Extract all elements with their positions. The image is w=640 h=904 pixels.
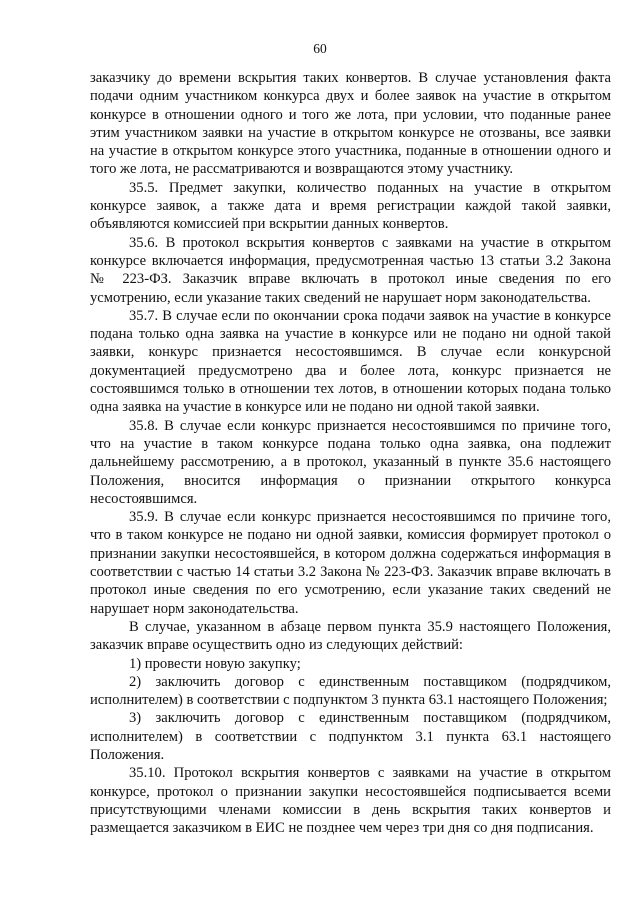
paragraph-35-10: 35.10. Протокол вскрытия конвертов с заявками на участие в открытом конкурсе, протокол о признании закупки несостоявшейся подписывается всеми присутствующими членами комиссии в день вскрытия таких конвертов и размещается заказчиком в ЕИС не позднее чем через три дня со дня подписания. bbox=[90, 765, 611, 837]
paragraph-35-5: 35.5. Предмет закупки, количество поданных на участие в открытом конкурсе заявок, а также дата и время регистрации каждой такой заявки, объявляются комиссией при вскрытии данных конвертов. bbox=[90, 179, 611, 233]
paragraph-35-9: 35.9. В случае если конкурс признается несостоявшимся по причине того, что в таком конкурсе не подано ни одной заявки, комиссия формирует протокол о признании закупки несостоявшейся, в котором должна содержаться информация в соответствии с частью 14 статьи 3.2 Закона № 223-ФЗ. Заказчик вправе включать в протокол иные сведения по его усмотрению, если указание таких сведений не нарушает норм законодательства. bbox=[90, 509, 611, 617]
paragraph-35-8: 35.8. В случае если конкурс признается несостоявшимся по причине того, что на участие в таком конкурсе подана только одна заявка, она подлежит дальнейшему рассмотрению, а в протокол, указанный в пункте 35.6 настоящего Положения, вносится информация о признании открытого конкурса несостоявшимся. bbox=[90, 417, 611, 507]
list-item-1: 1) провести новую закупку; bbox=[129, 655, 301, 672]
paragraph-35-9-second: В случае, указанном в абзаце первом пункта 35.9 настоящего Положения, заказчик вправе осуществить одно из следующих действий: bbox=[90, 618, 611, 654]
paragraph-35-6: 35.6. В протокол вскрытия конвертов с заявками на участие в открытом конкурсе включается информация, предусмотренная частью 13 статьи 3.2 Закона № 223-ФЗ. Заказчик вправе включать в протокол иные сведения по его усмотрению, если указание таких сведений не нарушает норм законодательства. bbox=[90, 234, 611, 306]
list-item-2: 2) заключить договор с единственным поставщиком (подрядчиком, исполнителем) в соответствии с подпунктом 3 пункта 63.1 настоящего Положения; bbox=[90, 673, 611, 709]
paragraph-continuation: заказчику до времени вскрытия таких конвертов. В случае установления факта подачи одним участником конкурса двух и более заявок на участие в открытом конкурсе в отношении одного и того же лота, при условии, что поданные ранее этим участником заявки на участие в открытом конкурсе не отозваны, все заявки на участие в открытом конкурсе этого участника, поданные в отношении одного и того же лота, не рассматриваются и возвращаются этому участнику. bbox=[90, 70, 611, 178]
list-item-3: 3) заключить договор с единственным поставщиком (подрядчиком, исполнителем) в соответствии с подпунктом 3.1 пункта 63.1 настоящего Положения. bbox=[90, 710, 611, 763]
page-number: 60 bbox=[313, 41, 327, 56]
document-body bbox=[90, 69, 611, 837]
paragraph-35-7: 35.7. В случае если по окончании срока подачи заявок на участие в конкурсе подана только одна заявка на участие в конкурсе или не подано ни одной такой заявки, конкурс признается несостоявшимся. В случае если конкурсной документацией предусмотрено два и более лота, конкурс признается не состоявшимся только в отношении тех лотов, в отношении которых подана только одна заявка на участие в конкурсе или не подано ни одной такой заявки. bbox=[90, 307, 611, 416]
